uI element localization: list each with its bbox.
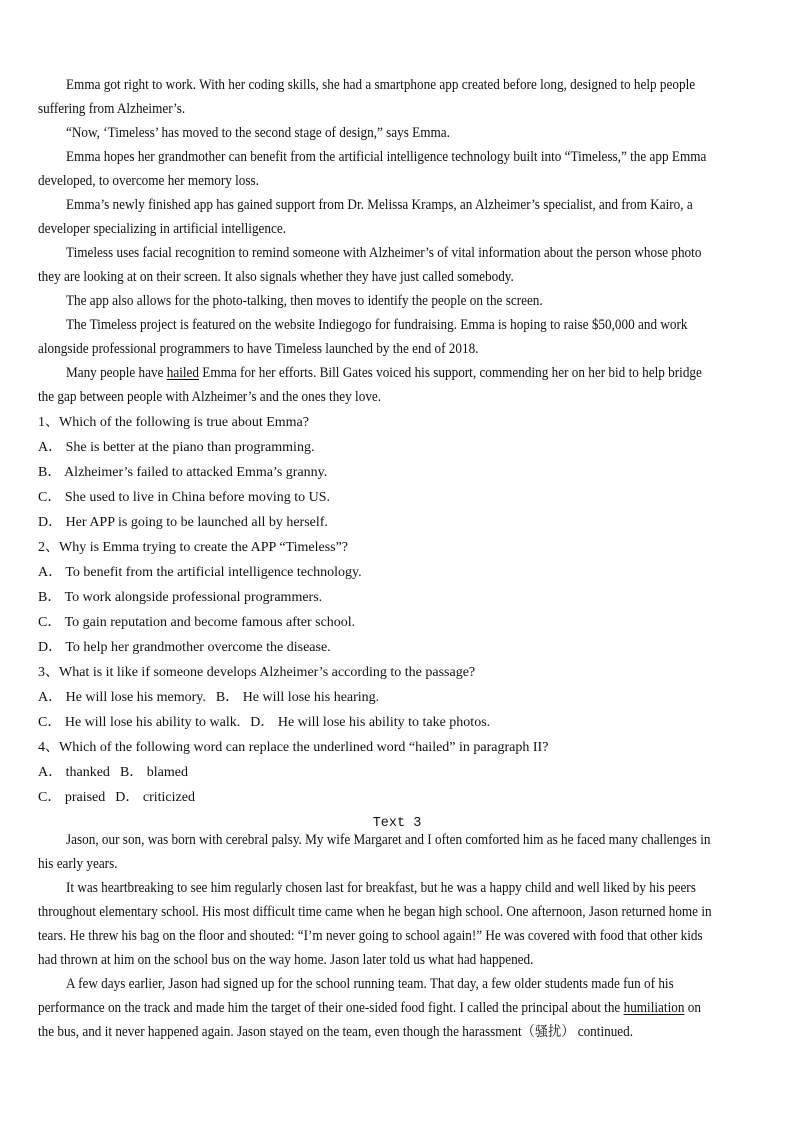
text3-paragraph-3-line-3: the bus, and it never happened again. Jason stayed on the team, even though the harassment（骚扰） continued. [38,1024,634,1040]
paragraph-8-line-2: the gap between people with Alzheimer’s and the ones they love. [38,389,382,405]
question-4-stem: 4、Which of the following word can replace the underlined word “hailed” in paragraph II? [38,740,549,755]
paragraph-3-line-2: developed, to overcome her memory loss. [38,173,259,189]
paragraph-8-text-after: Emma for her efforts. Bill Gates voiced his support, commending her on her bid to help bridge [199,365,702,381]
question-4-option-d: D． criticized [115,790,195,805]
paragraph-7-line-1: The Timeless project is featured on the website Indiegogo for fundraising. Emma is hoping to raise $50,000 and work [66,317,688,333]
question-3-stem: 3、What is it like if someone develops Alzheimer’s according to the passage? [38,665,476,680]
text3-paragraph-3-text-after: on [684,1000,701,1016]
question-2-option-b: B． To work alongside professional programmers. [38,590,323,605]
paragraph-2-line-1: “Now, ‘Timeless’ has moved to the second stage of design,” says Emma. [66,125,450,141]
question-4-options-cd [38,790,195,806]
text3-paragraph-1-line-1: Jason, our son, was born with cerebral palsy. My wife Margaret and I often comforted him as he faced many challenges in [66,832,711,848]
text3-paragraph-2-line-4: had thrown at him on the school bus on the way home. Jason later told us what had happened. [38,952,534,968]
question-2-option-d: D． To help her grandmother overcome the disease. [38,640,331,655]
question-3-options-cd [38,715,490,731]
paragraph-1-line-1: Emma got right to work. With her coding skills, she had a smartphone app created before long, designed to help people [66,77,696,93]
question-1-stem: 1、Which of the following is true about Emma? [38,415,309,430]
paragraph-8-text-before: Many people have [66,365,167,381]
paragraph-4-line-2: developer specializing in artificial intelligence. [38,221,287,237]
question-3-option-b: B． He will lose his hearing. [215,690,380,705]
question-1-option-a: A． She is better at the piano than programming. [38,440,315,455]
question-1-option-b: B． Alzheimer’s failed to attacked Emma’s granny. [38,465,328,480]
question-4-option-b: B． blamed [119,765,188,780]
question-3-option-a: A． He will lose his memory. [38,690,206,705]
text3-paragraph-1-line-2: his early years. [38,856,118,872]
paragraph-4-line-1: Emma’s newly finished app has gained support from Dr. Melissa Kramps, an Alzheimer’s specialist, and from Kairo, a [66,197,693,213]
question-4-option-c: C． praised [38,790,106,805]
paragraph-5-line-1: Timeless uses facial recognition to remind someone with Alzheimer’s of vital information about the person whose photo [66,245,702,261]
question-3-option-d: D． He will lose his ability to take photos. [250,715,491,730]
text3-paragraph-2-line-1: It was heartbreaking to see him regularly chosen last for breakfast, but he was a happy child and well liked by his peers [66,880,696,896]
paragraph-6-line-1: The app also allows for the photo-talking, then moves to identify the people on the screen. [66,293,543,309]
paragraph-5-line-2: they are looking at on their screen. It also signals whether they have just called somebody. [38,269,514,285]
text3-paragraph-3-line-2 [38,1000,701,1016]
question-2-stem: 2、Why is Emma trying to create the APP “Timeless”? [38,540,349,555]
paragraph-1-line-2: suffering from Alzheimer’s. [38,101,186,117]
text3-paragraph-2-line-3: tears. He threw his bag on the floor and shouted: “I’m never going to school again!” He was covered with food that other kids [38,928,703,944]
text3-paragraph-2-line-2: throughout elementary school. His most difficult time came when he began high school. One afternoon, Jason returned home in [38,904,712,920]
underlined-word-humiliation: humiliation [623,1000,685,1016]
text3-paragraph-3-line-1: A few days earlier, Jason had signed up for the school running team. That day, a few older students made fun of his [66,976,674,992]
question-2-option-c: C． To gain reputation and become famous after school. [38,615,356,630]
question-4-options-ab [38,765,188,781]
question-4-option-a: A． thanked [38,765,110,780]
question-1-option-d: D． Her APP is going to be launched all by herself. [38,515,328,530]
paragraph-7-line-2: alongside professional programmers to have Timeless launched by the end of 2018. [38,341,479,357]
question-1-option-c: C． She used to live in China before moving to US. [38,490,331,505]
text3-paragraph-3-text-before: performance on the track and made him the target of their one-sided food fight. I called the principal about the [38,1000,624,1016]
question-3-options-ab [38,690,379,706]
underlined-word-hailed: hailed [166,365,200,381]
section-heading-text-3: Text 3 [372,816,422,831]
question-3-option-c: C． He will lose his ability to walk. [38,715,241,730]
question-2-option-a: A． To benefit from the artificial intelligence technology. [38,565,362,580]
paragraph-8-line-1 [66,365,702,381]
paragraph-3-line-1: Emma hopes her grandmother can benefit from the artificial intelligence technology built into “Timeless,” the app Emma [66,149,707,165]
